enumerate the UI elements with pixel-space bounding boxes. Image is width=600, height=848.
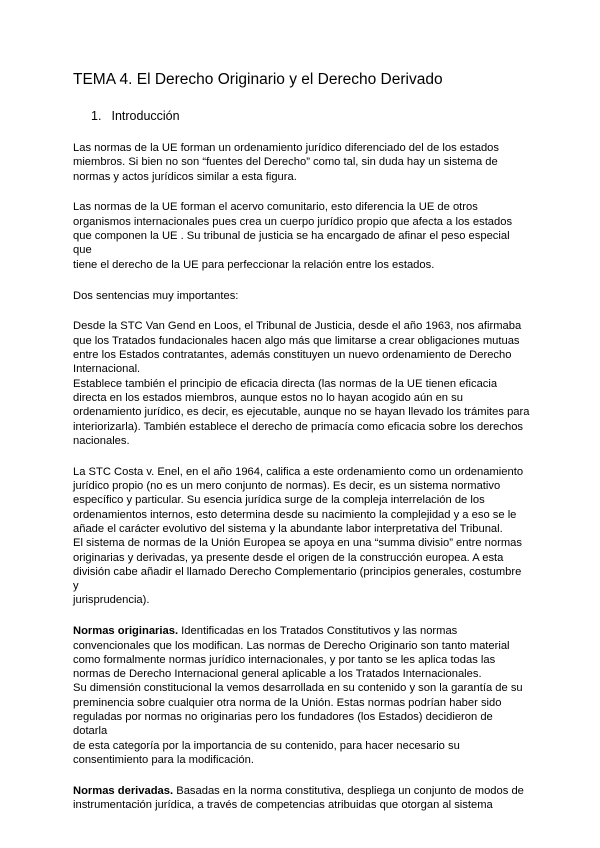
term-heading: Normas originarias.: [73, 625, 179, 638]
page-title: TEMA 4. El Derecho Originario y el Derecho Derivado: [73, 71, 443, 88]
paragraph: Las normas de la UE forman el acervo comunitario, esto diferencia la UE de otros organismos internacionales pues crea un cuerpo jurídico propio que afecta a los estados que componen la UE . Su tribunal de justicia se ha encargado de afinar el peso especial que tiene el derecho de la UE para perfeccionar la relación entre los estados.: [73, 201, 513, 271]
paragraph: La STC Costa v. Enel, en el año 1964, califica a este ordenamiento como un ordenamiento jurídico propio (no es un mero conjunto de normas). Es decir, es un sistema normativo específico y particular. Su esencia jurídica surge de la compleja interrelación de los ordenamientos internos, esto determina desde su nacimiento la complejidad y a eso se le añade el carácter evolutivo del sistema y la abundante labor interpretativa del Tribunal. El sistema de normas de la Unión Europea se apoya en una “summa divisio” entre normas originarias y derivadas, ya presente desde el origen de la construcción europea. A esta división cabe añadir el llamado Derecho Complementario (principios generales, costumbre y jurisprudencia).: [73, 465, 524, 607]
paragraph-normas-derivadas: Normas derivadas. Basadas en la norma constitutiva, despliega un conjunto de modos de instrumentación jurídica, a través de competencias atribuidas que otorgan al sistema: [73, 784, 524, 812]
section-heading: [91, 108, 530, 124]
paragraph: Las normas de la UE forman un ordenamiento jurídico diferenciado del de los estados miembros. Si bien no son “fuentes del Derecho” como tal, sin duda hay un sistema de normas y actos jurídicos similar a esta figura.: [73, 142, 499, 183]
paragraph: Desde la STC Van Gend en Loos, el Tribunal de Justicia, desde el año 1963, nos afirmaba que los Tratados fundacionales hacen algo más que limitarse a crear obligaciones mutuas entre los Estados contratantes, además constituyen un nuevo ordenamiento de Derecho Internacional. Establece también el principio de eficacia directa (las normas de la UE tienen eficacia directa en los estados miembros, aunque estos no lo hayan acogido aún en su ordenamiento jurídico, es decir, es ejecutable, aunque no se hayan llevado los trámites para interiorizarla). También establece el derecho de primacía como eficacia sobre los derechos nacionales.: [73, 320, 530, 447]
paragraph-normas-originarias: Normas originarias. Identificadas en los Tratados Constitutivos y las normas convencionales que los modifican. Las normas de Derecho Originario son tanto material como formalmente normas jurídico internacionales, y por tanto se les aplica todas las normas de Derecho Internacional general aplicable a los Tratados Internacionales. Su dimensión constitucional la vemos desarrollada en su contenido y son la garantía de su preminencia sobre cualquier otra norma de la Unión. Estas normas podrían haber sido reguladas por normas no originarias pero los fundadores (los Estados) decidieron de dotarla de esta categoría por la importancia de su contenido, para hacer necesario su consentimiento para la modificación.: [73, 625, 523, 766]
paragraph: Dos sentencias muy importantes:: [73, 289, 239, 302]
section-label: Introducción: [111, 109, 180, 123]
document-body: [73, 141, 530, 812]
section-number: 1.: [91, 109, 102, 123]
term-heading: Normas derivadas.: [73, 784, 174, 797]
